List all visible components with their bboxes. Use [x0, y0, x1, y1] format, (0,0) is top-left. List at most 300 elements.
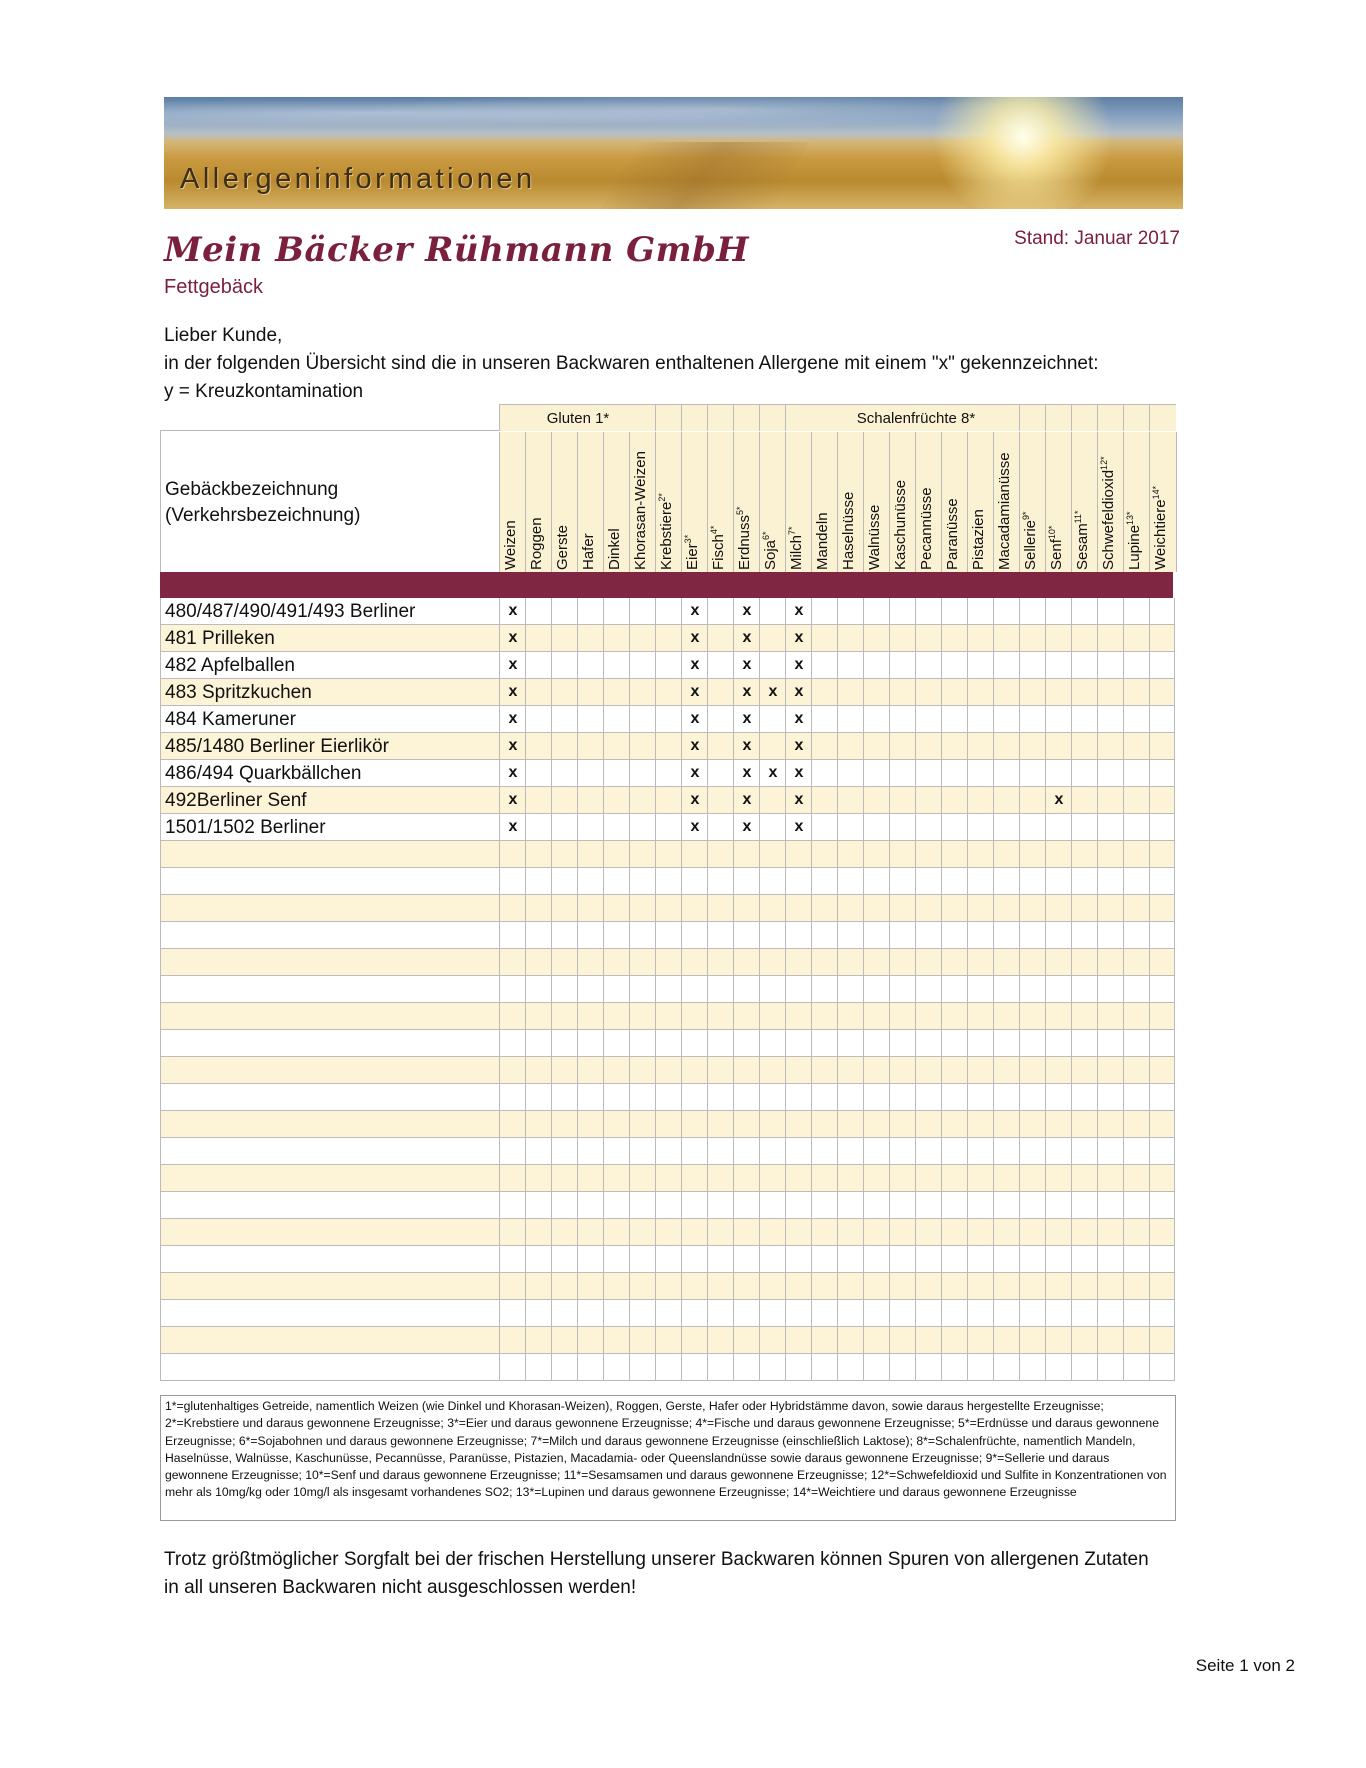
table-row: [160, 1165, 1175, 1192]
allergen-cell: [811, 1138, 838, 1164]
allergen-cell: [837, 841, 864, 867]
allergen-cell: [525, 679, 552, 705]
column-header-label: Lupine: [1126, 524, 1143, 570]
allergen-cell: [785, 976, 812, 1002]
column-header-krebstiere: [655, 432, 682, 572]
allergen-cell: [1071, 1300, 1098, 1326]
allergen-cell: [655, 652, 682, 678]
allergen-cell: [1019, 1192, 1046, 1218]
product-name: 485/1480 Berliner Eierlikör: [165, 736, 389, 757]
allergen-cell: [655, 1084, 682, 1110]
allergen-cell: [603, 679, 630, 705]
allergen-cell: [525, 787, 552, 813]
allergen-cell: [811, 1057, 838, 1083]
allergen-cell: [1019, 1138, 1046, 1164]
table-row: [160, 1300, 1175, 1327]
allergen-cell: [967, 976, 994, 1002]
allergen-cell: [525, 760, 552, 786]
allergen-cell: [1097, 895, 1124, 921]
allergen-cell: [1045, 1273, 1072, 1299]
allergen-cell: x: [785, 598, 812, 624]
allergen-cell: [993, 976, 1020, 1002]
column-header-label: Pecannüsse: [918, 487, 935, 570]
allergen-cell: [1019, 733, 1046, 759]
group-header-blank: [655, 404, 682, 431]
column-header-label: Haselnüsse: [840, 491, 857, 570]
column-header-footnote-ref: 4*: [709, 525, 719, 535]
allergen-cell: [577, 949, 604, 975]
allergen-cell: [1045, 1300, 1072, 1326]
column-header-label: Krebstiere: [658, 501, 675, 570]
allergen-cell: [603, 1327, 630, 1353]
allergen-cell: [993, 1084, 1020, 1110]
allergen-cell: [603, 1003, 630, 1029]
allergen-cell: [785, 1030, 812, 1056]
name-column-header: [160, 430, 500, 574]
allergen-cell: [1097, 1300, 1124, 1326]
allergen-cell: [1071, 652, 1098, 678]
allergen-cell: [1097, 1030, 1124, 1056]
product-name: 1501/1502 Berliner: [165, 817, 326, 838]
allergen-cell: [1019, 922, 1046, 948]
allergen-cell: [525, 1111, 552, 1137]
column-header-pistazien: [967, 432, 994, 572]
allergen-cell: [733, 868, 760, 894]
allergen-cell: [1149, 652, 1176, 678]
product-name: 481 Prilleken: [165, 628, 275, 649]
allergen-cell: [499, 895, 526, 921]
allergen-cell: [889, 625, 916, 651]
allergen-cell: [1071, 787, 1098, 813]
column-header-weichtiere: [1149, 432, 1177, 572]
allergen-cell: [1071, 598, 1098, 624]
table-row: [160, 1219, 1175, 1246]
allergen-cell: [837, 706, 864, 732]
name-header-line2: (Verkehrsbezeichnung): [165, 505, 361, 526]
allergen-cell: [1149, 1111, 1176, 1137]
allergen-cell: [681, 1003, 708, 1029]
allergen-cell: [759, 841, 786, 867]
allergen-cell: [629, 598, 656, 624]
allergen-cell: [1071, 760, 1098, 786]
allergen-cell: [759, 1300, 786, 1326]
column-header-label: Mandeln: [814, 512, 831, 570]
allergen-cell: x: [1045, 787, 1072, 813]
allergen-cell: [759, 1219, 786, 1245]
allergen-cell: [551, 760, 578, 786]
allergen-cell: [941, 1327, 968, 1353]
allergen-cell: [1045, 1192, 1072, 1218]
allergen-cell: [837, 1138, 864, 1164]
allergen-cell: [863, 598, 890, 624]
allergen-cell: [551, 1138, 578, 1164]
allergen-cell: [915, 1084, 942, 1110]
allergen-cell: [915, 1057, 942, 1083]
allergen-cell: [811, 1246, 838, 1272]
column-header-footnote-ref: 11*: [1073, 510, 1083, 524]
group-header-blank: [1045, 404, 1072, 431]
allergen-cell: [577, 625, 604, 651]
allergen-cell: [759, 1111, 786, 1137]
allergen-cell: [1019, 1327, 1046, 1353]
allergen-cell: [733, 1246, 760, 1272]
allergen-cell: [759, 1165, 786, 1191]
allergen-cell: [863, 787, 890, 813]
allergen-cell: [811, 679, 838, 705]
column-header-label: Erdnuss: [736, 514, 753, 570]
allergen-cell: [915, 1273, 942, 1299]
allergen-cell: [1019, 1354, 1046, 1380]
allergen-cell: [1123, 679, 1150, 705]
allergen-cell: [1123, 625, 1150, 651]
column-header-pecannüsse: [915, 432, 942, 572]
allergen-cell: [785, 1354, 812, 1380]
allergen-cell: [785, 1138, 812, 1164]
allergen-cell: [889, 895, 916, 921]
allergen-cell: [1071, 1084, 1098, 1110]
allergen-cell: [967, 1300, 994, 1326]
allergen-cell: [941, 760, 968, 786]
column-header-label: Dinkel: [606, 528, 623, 570]
allergen-cell: [577, 868, 604, 894]
allergen-cell: [1019, 1246, 1046, 1272]
allergen-cell: [863, 949, 890, 975]
allergen-cell: [941, 922, 968, 948]
allergen-cell: [967, 1246, 994, 1272]
allergen-cell: [551, 814, 578, 840]
allergen-cell: [577, 1327, 604, 1353]
allergen-cell: [1045, 1111, 1072, 1137]
allergen-cell: [915, 625, 942, 651]
allergen-cell: [655, 679, 682, 705]
allergen-cell: x: [681, 706, 708, 732]
allergen-cell: [863, 1327, 890, 1353]
table-row: [160, 1084, 1175, 1111]
allergen-cell: [941, 787, 968, 813]
allergen-cell: [785, 922, 812, 948]
allergen-cell: [915, 1300, 942, 1326]
allergen-cell: [1149, 706, 1176, 732]
allergen-cell: [785, 949, 812, 975]
allergen-cell: [967, 625, 994, 651]
allergen-cell: [551, 922, 578, 948]
allergen-cell: [1019, 1165, 1046, 1191]
allergen-cell: [1097, 1057, 1124, 1083]
allergen-cell: [1097, 976, 1124, 1002]
allergen-cell: [577, 976, 604, 1002]
allergen-cell: [967, 598, 994, 624]
allergen-cell: [1019, 1030, 1046, 1056]
allergen-cell: [629, 1300, 656, 1326]
allergen-cell: [915, 1138, 942, 1164]
table-row: [160, 922, 1175, 949]
allergen-cell: [655, 814, 682, 840]
allergen-cell: [603, 625, 630, 651]
column-header-weizen: [499, 432, 526, 572]
allergen-cell: [525, 625, 552, 651]
allergen-cell: [603, 868, 630, 894]
allergen-cell: [837, 1354, 864, 1380]
allergen-cell: [915, 787, 942, 813]
allergen-cell: [551, 1192, 578, 1218]
allergen-cell: [603, 1300, 630, 1326]
allergen-cell: [889, 652, 916, 678]
allergen-cell: [993, 841, 1020, 867]
allergen-cell: [941, 1273, 968, 1299]
allergen-cell: [1149, 1327, 1176, 1353]
column-header-eier: [681, 432, 708, 572]
group-header-blank: [1071, 404, 1098, 431]
allergen-cell: [1123, 1138, 1150, 1164]
allergen-cell: [525, 841, 552, 867]
allergen-cell: [759, 733, 786, 759]
allergen-cell: [1149, 841, 1176, 867]
allergen-cell: [1097, 706, 1124, 732]
allergen-cell: x: [499, 760, 526, 786]
allergen-cell: [915, 895, 942, 921]
allergen-cell: [889, 1057, 916, 1083]
allergen-cell: [499, 1138, 526, 1164]
allergen-cell: [837, 1300, 864, 1326]
allergen-cell: [889, 976, 916, 1002]
column-header-soja: [759, 432, 786, 572]
allergen-cell: [915, 760, 942, 786]
allergen-cell: [733, 922, 760, 948]
allergen-cell: [733, 1138, 760, 1164]
allergen-cell: [1071, 814, 1098, 840]
allergen-cell: [707, 1165, 734, 1191]
allergen-cell: [993, 1327, 1020, 1353]
allergen-cell: [733, 841, 760, 867]
allergen-cell: [577, 895, 604, 921]
allergen-cell: [811, 1003, 838, 1029]
allergen-cell: [811, 1192, 838, 1218]
allergen-cell: [837, 976, 864, 1002]
allergen-cell: [1045, 922, 1072, 948]
allergen-cell: [915, 1219, 942, 1245]
allergen-cell: [1071, 1192, 1098, 1218]
allergen-cell: [1097, 625, 1124, 651]
allergen-cell: [967, 652, 994, 678]
product-name: 484 Kameruner: [165, 709, 296, 730]
column-header-footnote-ref: 12*: [1099, 456, 1109, 470]
allergen-cell: [525, 1219, 552, 1245]
allergen-cell: [837, 652, 864, 678]
allergen-cell: x: [681, 787, 708, 813]
allergen-cell: [941, 1246, 968, 1272]
allergen-cell: [603, 733, 630, 759]
allergen-cell: [1123, 1057, 1150, 1083]
allergen-cell: [707, 1327, 734, 1353]
allergen-cell: [941, 652, 968, 678]
allergen-cell: [863, 1084, 890, 1110]
allergen-cell: [733, 1003, 760, 1029]
allergen-cell: [1097, 841, 1124, 867]
allergen-cell: [629, 1273, 656, 1299]
allergen-cell: [889, 1003, 916, 1029]
allergen-cell: [1123, 1300, 1150, 1326]
allergen-cell: [967, 679, 994, 705]
allergen-cell: [577, 787, 604, 813]
allergen-cell: [1045, 976, 1072, 1002]
allergen-cell: [1097, 679, 1124, 705]
allergen-cell: [1045, 1138, 1072, 1164]
column-header-label: Walnüsse: [866, 504, 883, 570]
table-row: [160, 868, 1175, 895]
table-row: [160, 625, 1175, 652]
allergen-cell: [785, 1165, 812, 1191]
allergen-cell: [1071, 625, 1098, 651]
allergen-cell: x: [499, 652, 526, 678]
allergen-cell: x: [733, 760, 760, 786]
allergen-cell: [863, 976, 890, 1002]
allergen-cell: [629, 760, 656, 786]
table-row: [160, 1138, 1175, 1165]
allergen-cell: [993, 895, 1020, 921]
allergen-cell: [499, 976, 526, 1002]
allergen-cell: x: [785, 760, 812, 786]
column-header-lupine: [1123, 432, 1150, 572]
allergen-cell: [655, 1354, 682, 1380]
allergen-cell: [993, 949, 1020, 975]
allergen-cell: [499, 1300, 526, 1326]
allergen-cell: [655, 1165, 682, 1191]
column-header-footnote-ref: 10*: [1047, 525, 1057, 540]
allergen-cell: [941, 625, 968, 651]
allergen-cell: [1045, 1030, 1072, 1056]
allergen-cell: [655, 922, 682, 948]
allergen-cell: [681, 868, 708, 894]
allergen-cell: [1019, 760, 1046, 786]
allergen-cell: [1019, 1003, 1046, 1029]
allergen-cell: [681, 1327, 708, 1353]
group-header-blank: [681, 404, 708, 431]
allergen-cell: [967, 1327, 994, 1353]
table-row: [160, 976, 1175, 1003]
allergen-cell: [759, 922, 786, 948]
allergen-cell: x: [759, 679, 786, 705]
allergen-cell: [1071, 706, 1098, 732]
column-header-footnote-ref: 2*: [657, 493, 667, 502]
allergen-cell: [733, 1327, 760, 1353]
allergen-cell: [863, 1273, 890, 1299]
allergen-cell: [707, 1354, 734, 1380]
allergen-cell: [863, 841, 890, 867]
allergen-cell: [681, 1165, 708, 1191]
allergen-cell: [1097, 1084, 1124, 1110]
allergen-cell: [707, 1138, 734, 1164]
group-header-blank: [759, 404, 786, 431]
allergen-cell: [967, 1354, 994, 1380]
product-name: 486/494 Quarkbällchen: [165, 763, 362, 784]
allergen-cell: [577, 1138, 604, 1164]
allergen-cell: [707, 652, 734, 678]
allergen-cell: [1071, 1219, 1098, 1245]
allergen-cell: [551, 787, 578, 813]
allergen-cell: [577, 922, 604, 948]
allergen-cell: [1149, 1300, 1176, 1326]
column-header-footnote-ref: 6*: [761, 531, 771, 540]
column-header-khorasan-weizen: [629, 432, 656, 572]
allergen-cell: [941, 949, 968, 975]
allergen-cell: [707, 679, 734, 705]
allergen-cell: [759, 1003, 786, 1029]
column-header-paranüsse: [941, 432, 968, 572]
allergen-cell: [1123, 868, 1150, 894]
allergen-cell: [1123, 787, 1150, 813]
allergen-cell: x: [681, 679, 708, 705]
allergen-cell: x: [733, 652, 760, 678]
allergen-cell: [733, 1111, 760, 1137]
allergen-cell: [1149, 760, 1176, 786]
allergen-cell: [629, 1354, 656, 1380]
allergen-cell: [759, 976, 786, 1002]
allergen-cell: [1045, 1246, 1072, 1272]
allergen-cell: [967, 949, 994, 975]
allergen-cell: [1019, 868, 1046, 894]
column-header-label: Khorasan-Weizen: [632, 451, 649, 570]
group-header-blank: [785, 404, 812, 431]
allergen-cell: [525, 1138, 552, 1164]
allergen-cell: [863, 1111, 890, 1137]
allergen-cell: [603, 949, 630, 975]
allergen-cell: [603, 598, 630, 624]
allergen-cell: [655, 1003, 682, 1029]
allergen-cell: [811, 976, 838, 1002]
allergen-cell: [603, 895, 630, 921]
allergen-cell: [577, 598, 604, 624]
allergen-cell: [1149, 1246, 1176, 1272]
allergen-cell: [1149, 922, 1176, 948]
allergen-cell: [603, 1273, 630, 1299]
allergen-cell: [759, 1057, 786, 1083]
allergen-cell: [967, 1273, 994, 1299]
allergen-cell: [707, 895, 734, 921]
allergen-cell: [603, 976, 630, 1002]
allergen-cell: [759, 949, 786, 975]
allergen-cell: [993, 625, 1020, 651]
allergen-cell: [1045, 760, 1072, 786]
allergen-cell: [941, 895, 968, 921]
allergen-cell: [941, 1111, 968, 1137]
allergen-cell: [577, 733, 604, 759]
allergen-cell: [707, 1273, 734, 1299]
table-row: [160, 814, 1175, 841]
allergen-cell: [759, 1273, 786, 1299]
banner-image: [164, 97, 1183, 209]
allergen-cell: [525, 814, 552, 840]
allergen-cell: [1149, 976, 1176, 1002]
allergen-cell: [603, 841, 630, 867]
allergen-cell: [785, 1057, 812, 1083]
allergen-cell: [785, 1327, 812, 1353]
allergen-cell: [525, 1057, 552, 1083]
allergen-cell: [499, 1273, 526, 1299]
allergen-cell: [525, 922, 552, 948]
allergen-cell: [889, 949, 916, 975]
allergen-cell: [1123, 760, 1150, 786]
allergen-cell: [915, 1111, 942, 1137]
allergen-cell: [681, 1246, 708, 1272]
allergen-cell: [629, 922, 656, 948]
allergen-cell: [1071, 1138, 1098, 1164]
allergen-cell: [993, 1165, 1020, 1191]
allergen-cell: [525, 706, 552, 732]
allergen-cell: [837, 1030, 864, 1056]
allergen-cell: [759, 787, 786, 813]
allergen-cell: [525, 976, 552, 1002]
allergen-cell: [577, 841, 604, 867]
